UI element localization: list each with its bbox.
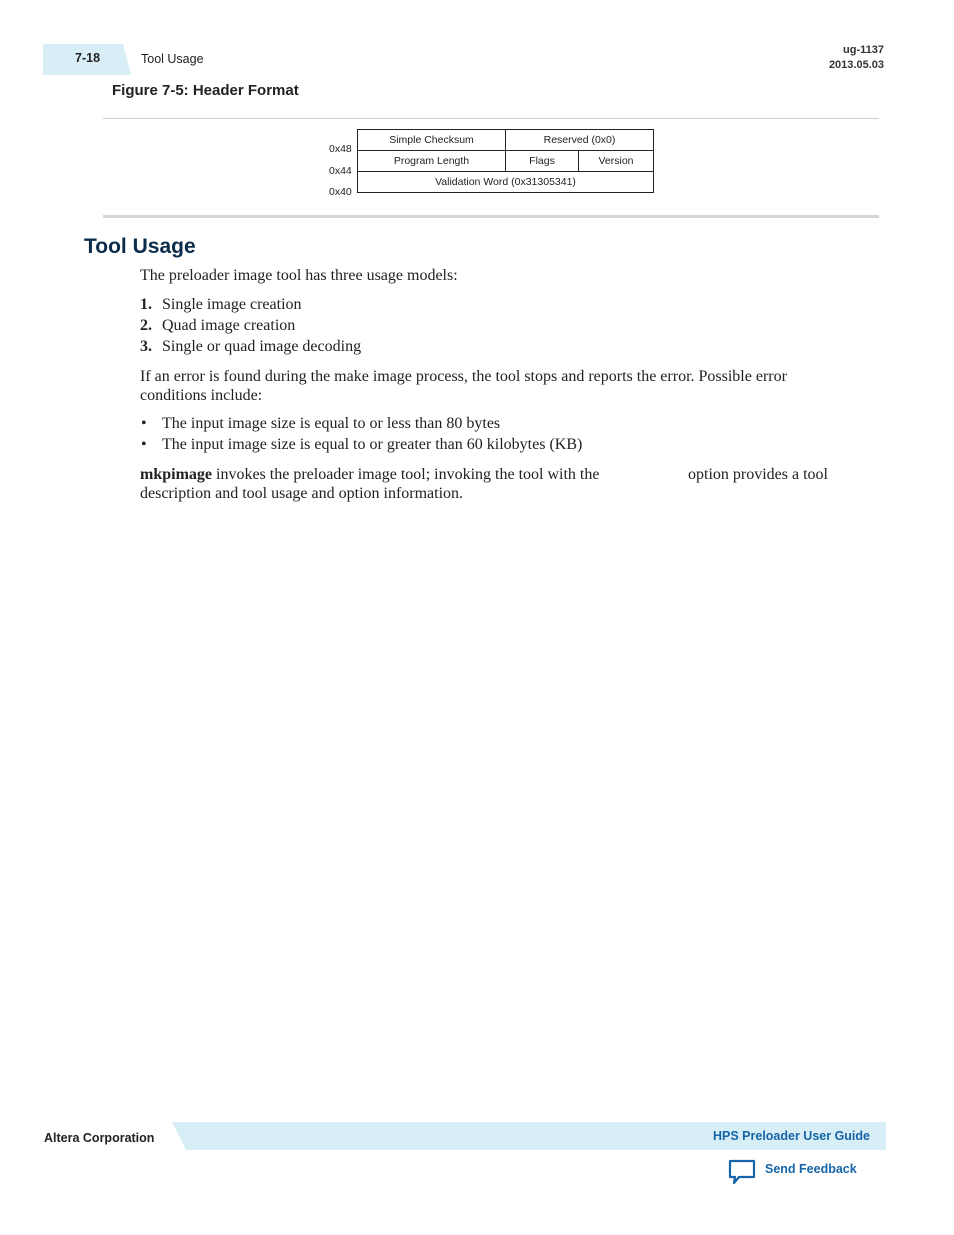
doc-date: 2013.05.03 — [828, 59, 884, 71]
intro-paragraph: The preloader image tool has three usage models: — [140, 267, 458, 284]
register-row — [358, 130, 654, 151]
document-id — [829, 43, 884, 73]
list-number: 3. — [140, 338, 152, 355]
figure-top-rule — [103, 118, 879, 119]
doc-id: ug-1137 — [843, 44, 884, 56]
tool-paragraph-text: invokes the preloader image tool; invoking the tool with the — [212, 466, 600, 483]
tool-paragraph-text: option provides a tool — [688, 466, 828, 483]
running-section-title: Tool Usage — [141, 52, 204, 66]
field-simple-checksum: Simple Checksum — [358, 130, 506, 151]
register-row — [358, 172, 654, 193]
error-paragraph-line: If an error is found during the make image process, the tool stops and reports the error. Possible error — [140, 368, 787, 385]
list-number: 2. — [140, 317, 152, 334]
bullet-item: The input image size is equal to or greater than 60 kilobytes (KB) — [162, 436, 583, 453]
section-heading: Tool Usage — [84, 235, 196, 258]
tool-paragraph-line — [140, 465, 599, 484]
register-row — [358, 151, 654, 172]
error-paragraph-line: conditions include: — [140, 387, 263, 404]
field-reserved: Reserved (0x0) — [506, 130, 654, 151]
tool-name: mkpimage — [140, 466, 212, 483]
address-label: 0x40 — [329, 186, 352, 198]
field-version: Version — [579, 151, 654, 172]
header-format-diagram — [357, 129, 654, 193]
footer-guide-link[interactable]: HPS Preloader User Guide — [712, 1129, 870, 1143]
feedback-icon[interactable] — [727, 1158, 757, 1186]
field-program-length: Program Length — [358, 151, 506, 172]
list-item: Quad image creation — [162, 317, 296, 334]
field-flags: Flags — [506, 151, 579, 172]
bullet-icon: • — [141, 436, 147, 453]
footer-company: Altera Corporation — [44, 1131, 155, 1145]
address-label: 0x44 — [329, 165, 352, 177]
figure-bottom-rule — [103, 215, 879, 218]
list-item: Single or quad image decoding — [162, 338, 362, 355]
figure-title: Figure 7-5: Header Format — [112, 82, 299, 99]
bullet-icon: • — [141, 415, 147, 432]
field-validation-word: Validation Word (0x31305341) — [358, 172, 654, 193]
bullet-item: The input image size is equal to or less than 80 bytes — [162, 415, 501, 432]
send-feedback-link[interactable]: Send Feedback — [765, 1162, 857, 1176]
list-number: 1. — [140, 296, 152, 313]
tool-paragraph-line: description and tool usage and option information. — [140, 485, 464, 502]
page-number: 7-18 — [75, 51, 101, 65]
list-item: Single image creation — [162, 296, 302, 313]
address-label: 0x48 — [329, 143, 352, 155]
